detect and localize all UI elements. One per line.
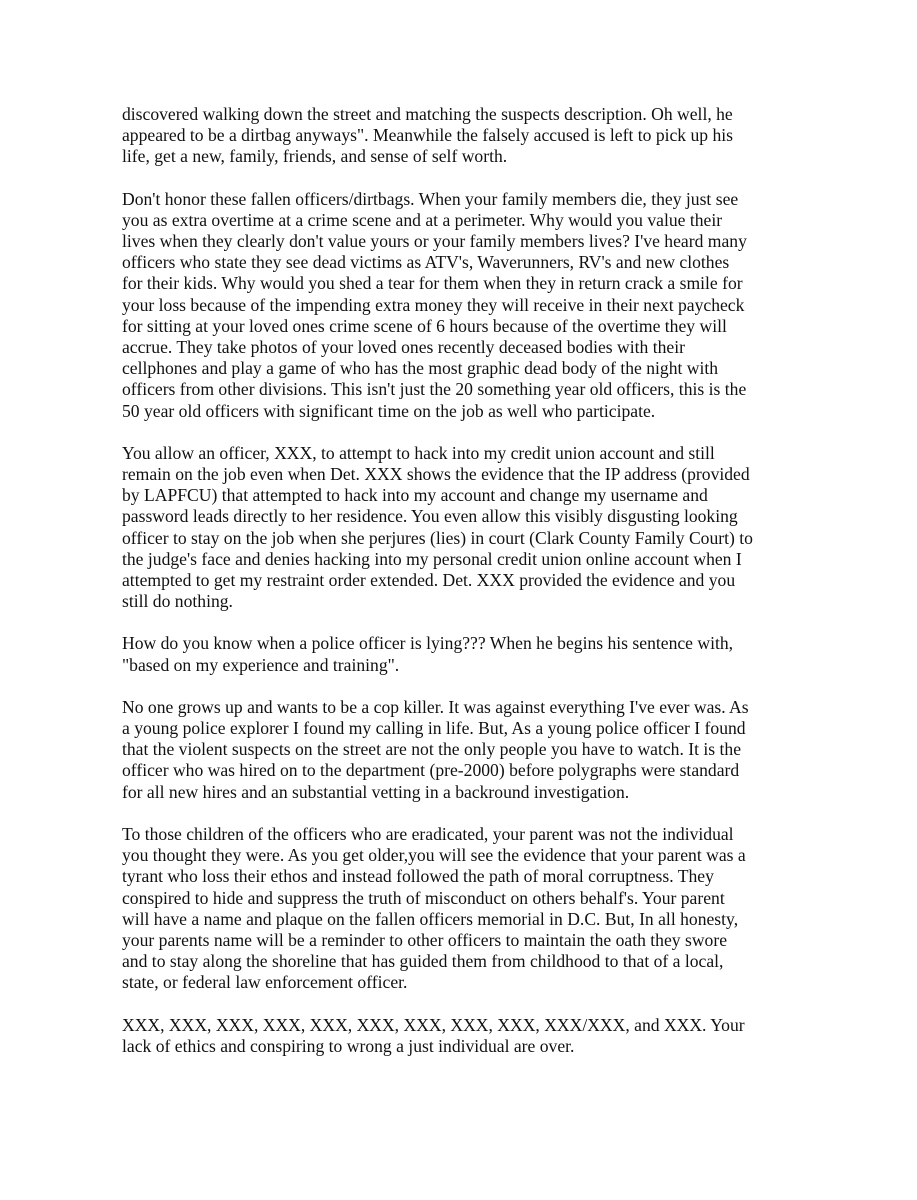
text-line: a young police explorer I found my calling in life. But, As a young police officer I found (122, 718, 746, 739)
paragraph-6 (122, 824, 798, 994)
text-line: state, or federal law enforcement officer. (122, 972, 408, 993)
text-line: the judge's face and denies hacking into my personal credit union online account when I (122, 548, 742, 569)
text-line: for all new hires and an substantial vetting in a backround investigation. (122, 781, 630, 802)
text-line: You allow an officer, XXX, to attempt to hack into my credit union account and still (122, 442, 715, 463)
text-line: Don't honor these fallen officers/dirtbags. When your family members die, they just see (122, 188, 739, 209)
document-body (122, 104, 798, 1057)
text-line: "based on my experience and training". (122, 654, 400, 675)
text-line: appeared to be a dirtbag anyways". Meanwhile the falsely accused is left to pick up his (122, 125, 734, 146)
text-line: 50 year old officers with significant time on the job as well who participate. (122, 400, 656, 421)
text-line: for sitting at your loved ones crime scene of 6 hours because of the overtime they will (122, 315, 727, 336)
text-line: you as extra overtime at a crime scene and at a perimeter. Why would you value their (122, 209, 723, 230)
text-line: officers from other divisions. This isn't just the 20 something year old officers, this is the (122, 379, 747, 400)
text-line: conspired to hide and suppress the truth of misconduct on others behalf's. Your parent (122, 887, 725, 908)
text-line: remain on the job even when Det. XXX shows the evidence that the IP address (provided (122, 464, 750, 485)
paragraph-7 (122, 1015, 798, 1057)
text-line: To those children of the officers who are eradicated, your parent was not the individual (122, 823, 734, 844)
text-line: officers who state they see dead victims as ATV's, Waverunners, RV's and new clothes (122, 252, 730, 273)
text-line: No one grows up and wants to be a cop killer. It was against everything I've ever was. As (122, 696, 749, 717)
text-line: accrue. They take photos of your loved ones recently deceased bodies with their (122, 337, 685, 358)
text-line: for their kids. Why would you shed a tear for them when they in return crack a smile for (122, 273, 743, 294)
text-line: discovered walking down the street and matching the suspects description. Oh well, he (122, 104, 733, 124)
text-line: still do nothing. (122, 591, 233, 612)
text-line: that the violent suspects on the street are not the only people you have to watch. It is the (122, 739, 742, 760)
text-line: and to stay along the shoreline that has guided them from childhood to that of a local, (122, 951, 724, 972)
paragraph-3 (122, 443, 798, 613)
text-line: attempted to get my restraint order extended. Det. XXX provided the evidence and you (122, 570, 736, 591)
text-line: officer who was hired on to the department (pre-2000) before polygraphs were standard (122, 760, 740, 781)
text-line: password leads directly to her residence. You even allow this visibly disgusting looking (122, 506, 738, 527)
text-line: life, get a new, family, friends, and sense of self worth. (122, 146, 508, 167)
text-line: your parents name will be a reminder to other officers to maintain the oath they swore (122, 929, 727, 950)
text-line: officer to stay on the job when she perjures (lies) in court (Clark County Family Court) to (122, 527, 753, 548)
text-line: lives when they clearly don't value yours or your family members lives? I've heard many (122, 231, 747, 252)
text-line: you thought they were. As you get older,you will see the evidence that your parent was a (122, 845, 746, 866)
text-line: cellphones and play a game of who has the most graphic dead body of the night with (122, 358, 719, 379)
paragraph-2 (122, 189, 798, 422)
paragraph-5 (122, 697, 798, 803)
text-line: by LAPFCU) that attempted to hack into my account and change my username and (122, 485, 708, 506)
text-line: your loss because of the impending extra money they will receive in their next paycheck (122, 294, 745, 315)
text-line: will have a name and plaque on the fallen officers memorial in D.C. But, In all honesty, (122, 908, 739, 929)
text-line: lack of ethics and conspiring to wrong a just individual are over. (122, 1035, 575, 1056)
paragraph-1 (122, 104, 798, 168)
text-line: How do you know when a police officer is lying??? When he begins his sentence with, (122, 633, 734, 654)
text-line: XXX, XXX, XXX, XXX, XXX, XXX, XXX, XXX, XXX, XXX/XXX, and XXX. Your (122, 1014, 745, 1035)
text-line: tyrant who loss their ethos and instead followed the path of moral corruptness. They (122, 866, 714, 887)
paragraph-4 (122, 633, 798, 675)
